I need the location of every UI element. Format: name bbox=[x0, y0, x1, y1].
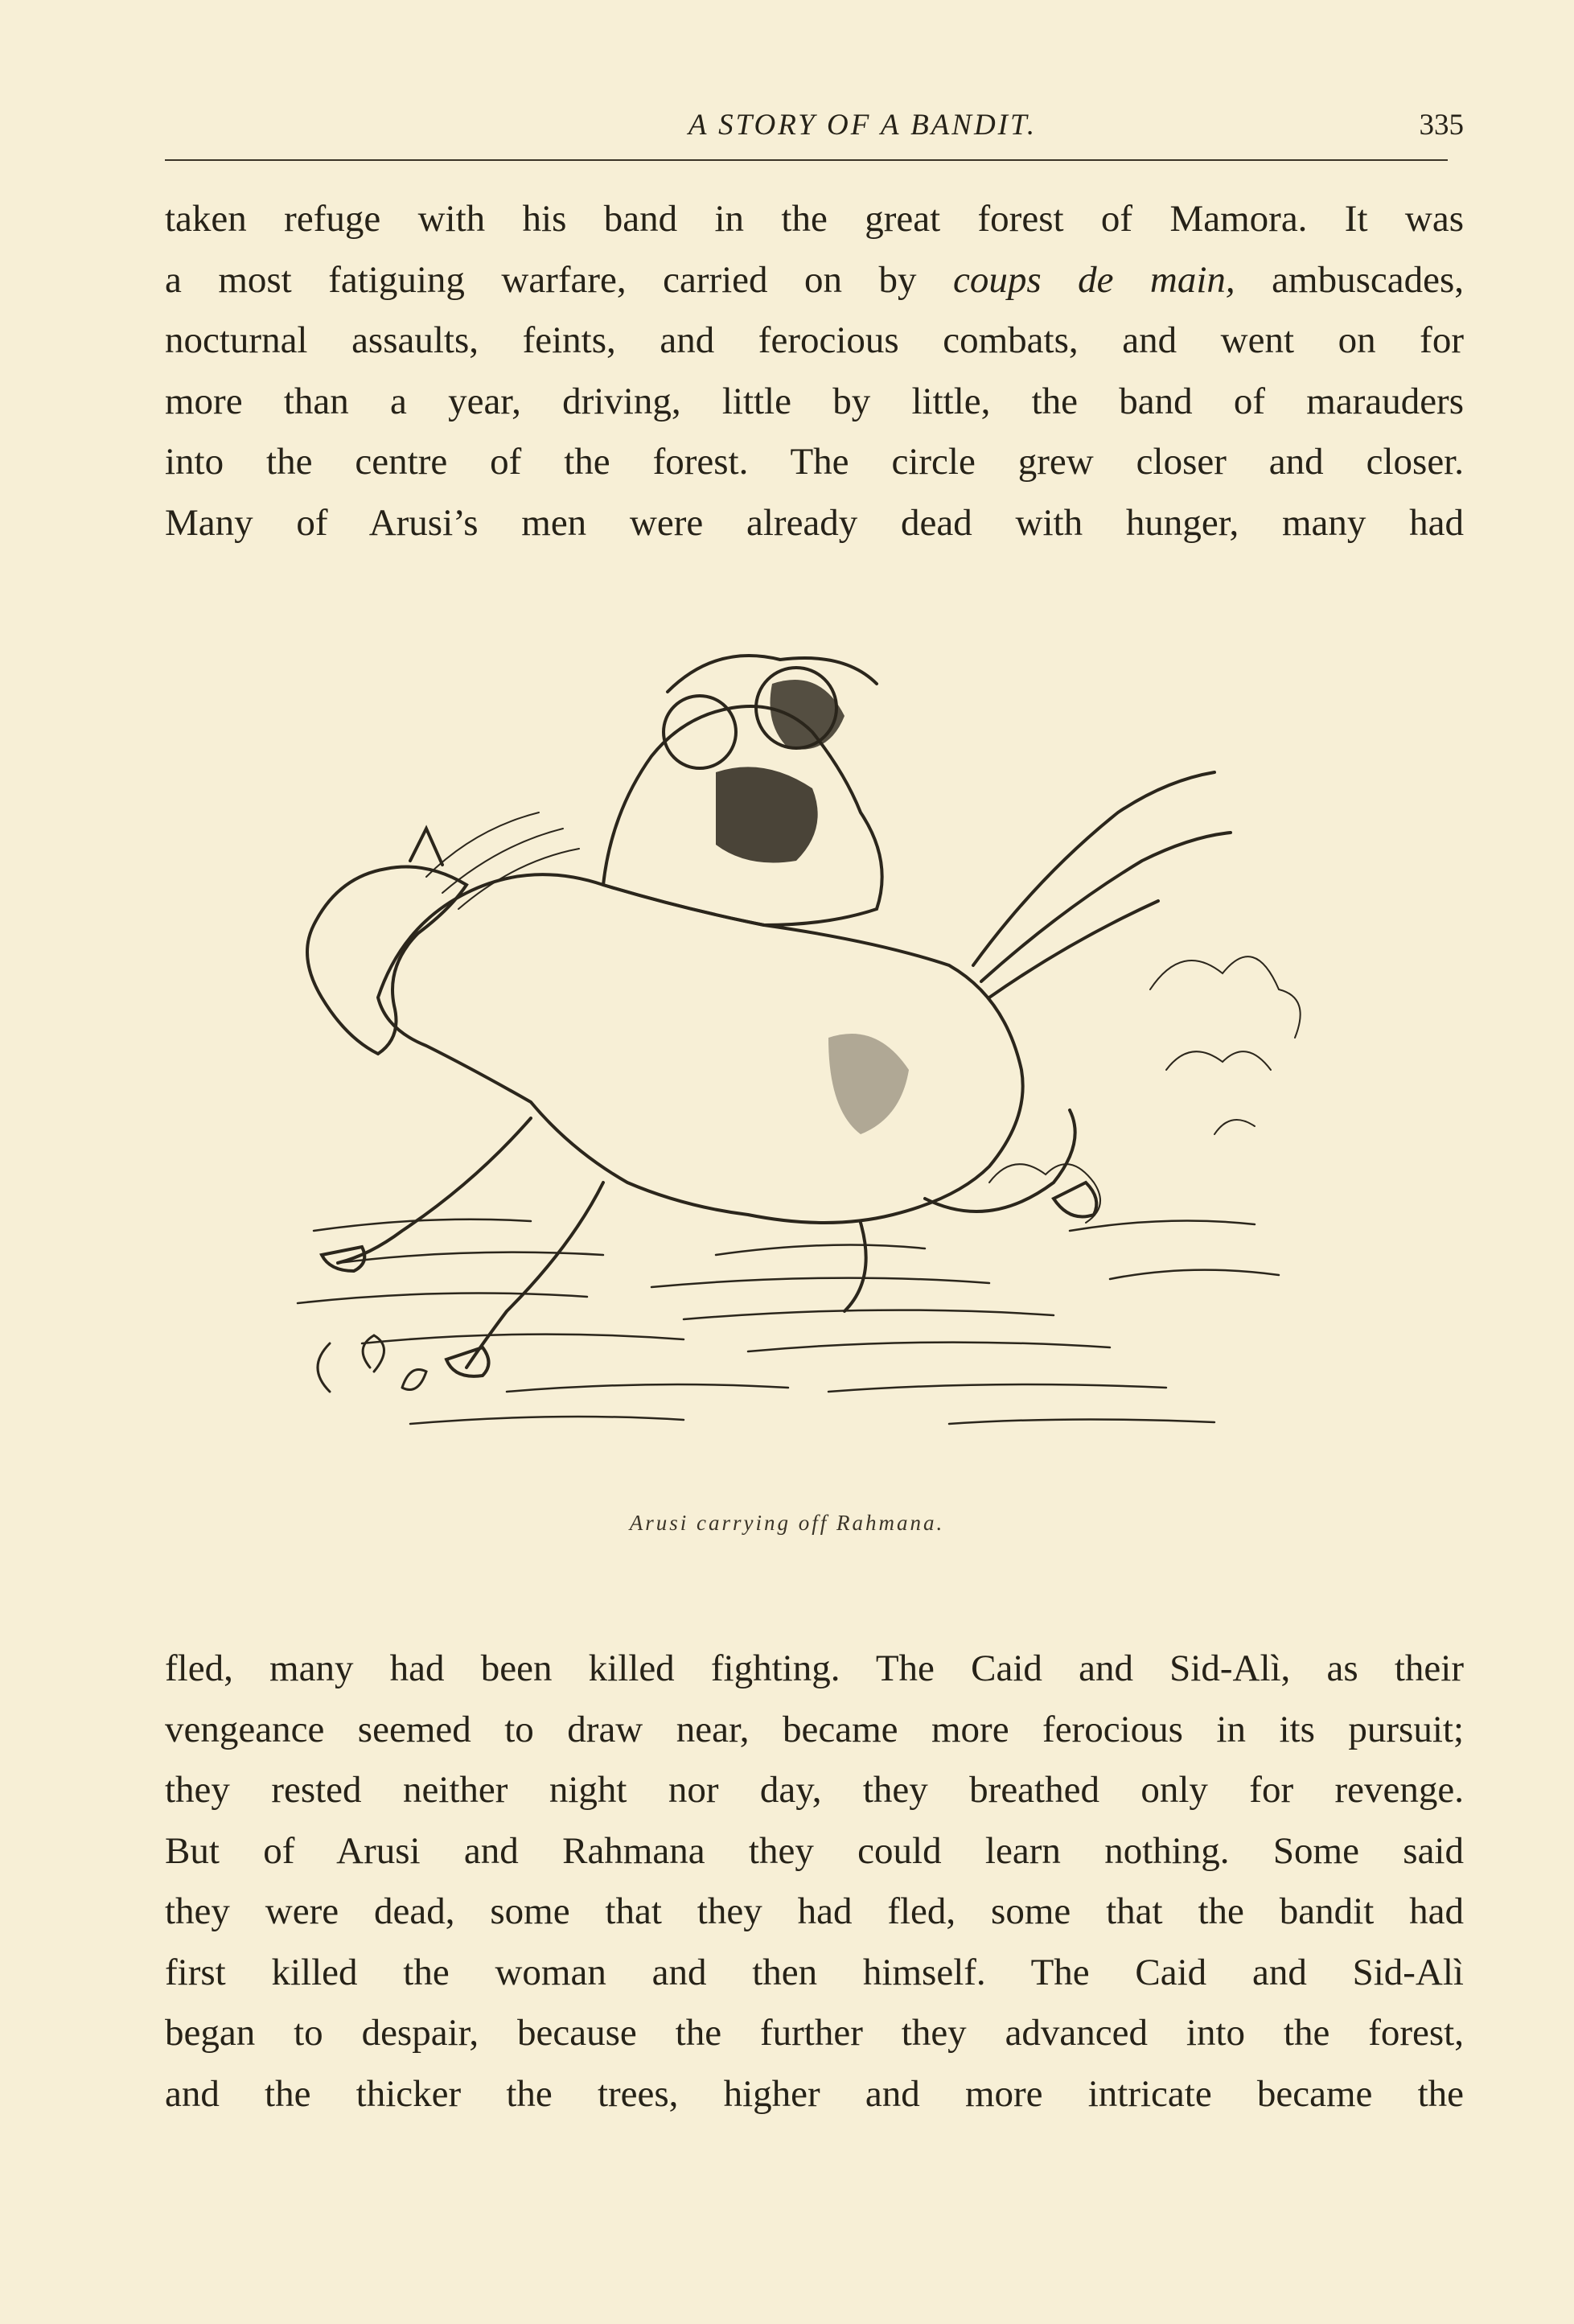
text-line: nocturnal assaults, feints, and ferocious combats, and went on for bbox=[165, 319, 1464, 361]
text-line: But of Arusi and Rahmana they could learn nothing. Some said bbox=[165, 1829, 1464, 1872]
bottom-paragraph bbox=[165, 1639, 1464, 2125]
text-line: into the centre of the forest. The circle grew closer and closer. bbox=[165, 441, 1464, 483]
text-line: began to despair, because the further they advanced into the forest, bbox=[165, 2012, 1464, 2054]
running-head bbox=[165, 105, 1464, 153]
text-line: taken refuge with his band in the great forest of Mamora. It was bbox=[165, 198, 1464, 240]
text-line: and the thicker the trees, higher and more intricate became the bbox=[165, 2072, 1464, 2115]
horse-figure bbox=[307, 772, 1231, 1376]
dust-cloud bbox=[989, 956, 1301, 1223]
text-line: Many of Arusi’s men were already dead with hunger, many had bbox=[165, 501, 1464, 544]
text-segment: a most fatiguing warfare, carried on by bbox=[165, 258, 953, 301]
text-line: vengeance seemed to draw near, became more ferocious in its pursuit; bbox=[165, 1708, 1464, 1750]
italic-phrase: coups de main, bbox=[952, 258, 1235, 301]
engraving-illustration bbox=[265, 619, 1351, 1504]
text-line bbox=[165, 250, 1464, 311]
top-paragraph bbox=[165, 189, 1464, 553]
text-line: they rested neither night nor day, they breathed only for revenge. bbox=[165, 1769, 1464, 1811]
ground-hatching bbox=[298, 1220, 1279, 1424]
artist-signature bbox=[318, 1335, 426, 1392]
text-line: they were dead, some that they had fled, some that the bandit had bbox=[165, 1890, 1464, 1932]
text-line: fled, many had been killed fighting. The Caid and Sid-Alì, as their bbox=[165, 1647, 1464, 1689]
text-line: first killed the woman and then himself. The Caid and Sid-Alì bbox=[165, 1951, 1464, 1993]
illustration-caption: Arusi carrying off Rahmana. bbox=[629, 1511, 945, 1535]
text-line: more than a year, driving, little by little, the band of marauders bbox=[165, 380, 1464, 422]
running-title: A STORY OF A BANDIT. bbox=[688, 109, 1038, 142]
text-segment: ambuscades, bbox=[1235, 258, 1464, 301]
page-number: 335 bbox=[1419, 109, 1464, 142]
header-rule bbox=[165, 159, 1448, 161]
horse-mane bbox=[426, 812, 579, 909]
shading bbox=[716, 680, 909, 1134]
